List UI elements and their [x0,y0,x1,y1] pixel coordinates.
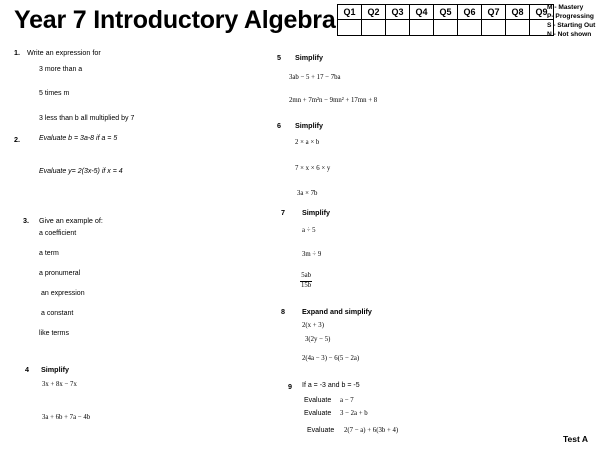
question-2-number: 2. [14,135,20,144]
question-3-item-3: a pronumeral [39,270,81,277]
question-9-row-2-expression: 3 − 2a + b [340,410,368,417]
question-7-item-2: 3m ÷ 9 [302,251,322,258]
question-2-item-1: Evaluate b = 3a-8 if a = 5 [39,135,118,142]
mastery-grid-cell-q2[interactable] [362,20,386,36]
mastery-grid-cell-q3[interactable] [386,20,410,36]
question-9-row-1-label: Evaluate [304,397,332,404]
mastery-grid-col-q1: Q1 [338,5,362,20]
question-7-heading: Simplify [302,208,330,217]
page-title: Year 7 Introductory Algebra [14,6,336,34]
mastery-grid-answer-row [338,20,554,36]
question-6-item-2: 7 × x × 6 × y [295,165,331,172]
mastery-grid-header-row [338,5,554,20]
question-1-heading: Write an expression for [27,48,101,57]
question-7-fraction [300,272,312,290]
legend-item-progressing: P- Progressing [547,13,594,21]
question-7-fraction-denominator: 15b [301,282,312,289]
mastery-grid [337,4,554,36]
question-1-item-2: 5 times m [39,90,70,97]
question-5-item-1: 3ab − 5 + 17 − 7ba [289,74,341,81]
question-8-item-2: 3(2y − 5) [305,336,331,343]
question-9-row-3-expression: 2(7 − a) + 6(3b + 4) [344,427,399,434]
mastery-grid-table [337,4,554,36]
mastery-grid-col-q9: Q9 [530,5,554,20]
question-6-heading: Simplify [295,121,323,130]
legend-item-starting-out: S - Starting Out [547,22,596,30]
right-question-column [272,44,600,450]
question-3-item-2: a term [39,250,59,257]
question-3-item-6: like terms [39,330,69,337]
mastery-grid-col-q4: Q4 [410,5,434,20]
question-8-number: 8 [281,307,285,316]
question-7-fraction-numerator: 5ab [300,272,312,282]
mastery-grid-cell-q1[interactable] [338,20,362,36]
mastery-grid-col-q8: Q8 [506,5,530,20]
mastery-legend [547,3,595,39]
question-8-item-1: 2(x + 3) [302,322,324,329]
question-4-number: 4 [25,365,29,374]
question-1-number: 1. [14,48,20,57]
mastery-grid-cell-q4[interactable] [410,20,434,36]
question-6-number: 6 [277,121,281,130]
question-9-row-1-expression: a − 7 [340,397,354,404]
legend-item-mastery: M - Mastery [547,4,584,11]
question-9-row-2-label: Evaluate [304,410,332,417]
question-7-number: 7 [281,208,285,217]
mastery-grid-cell-q6[interactable] [458,20,482,36]
mastery-grid-col-q7: Q7 [482,5,506,20]
question-5-item-2: 2mn + 7m²n − 9mn² + 17mn + 8 [289,97,378,104]
question-9-number: 9 [288,382,292,391]
mastery-grid-col-q5: Q5 [434,5,458,20]
question-4-heading: Simplify [41,365,69,374]
mastery-grid-cell-q8[interactable] [506,20,530,36]
mastery-grid-cell-q5[interactable] [434,20,458,36]
question-5-number: 5 [277,53,281,62]
question-9-row-3-label: Evaluate [307,427,335,434]
mastery-grid-col-q3: Q3 [386,5,410,20]
question-9-heading: If a = -3 and b = -5 [302,382,360,389]
mastery-grid-col-q2: Q2 [362,5,386,20]
question-8-item-3: 2(4a − 3) − 6(5 − 2a) [302,355,360,362]
question-3-number: 3. [23,216,29,225]
question-3-heading: Give an example of: [39,216,103,225]
question-4-item-2: 3a + 6b + 7a − 4b [42,414,91,421]
question-3-item-1: a coefficient [39,230,77,237]
question-4-item-1: 3x + 8x − 7x [42,381,77,388]
question-3-item-4: an expression [41,290,85,297]
mastery-grid-cell-q7[interactable] [482,20,506,36]
question-1-item-3: 3 less than b all multiplied by 7 [39,115,135,122]
question-1-item-1: 3 more than a [39,66,83,73]
question-6-item-1: 2 × a × b [295,139,320,146]
worksheet-header [0,0,600,44]
question-8-heading: Expand and simplify [302,307,372,316]
question-7-item-1: a ÷ 5 [302,227,316,234]
question-3-item-5: a constant [41,310,74,317]
question-5-heading: Simplify [295,53,323,62]
question-2-item-2: Evaluate y= 2(3x-5) if x = 4 [39,168,123,175]
question-6-item-3: 3a × 7b [297,190,318,197]
mastery-grid-col-q6: Q6 [458,5,482,20]
left-question-column [0,44,290,450]
legend-item-not-shown: N - Not shown [547,31,592,39]
test-version-label: Test A [562,434,588,444]
